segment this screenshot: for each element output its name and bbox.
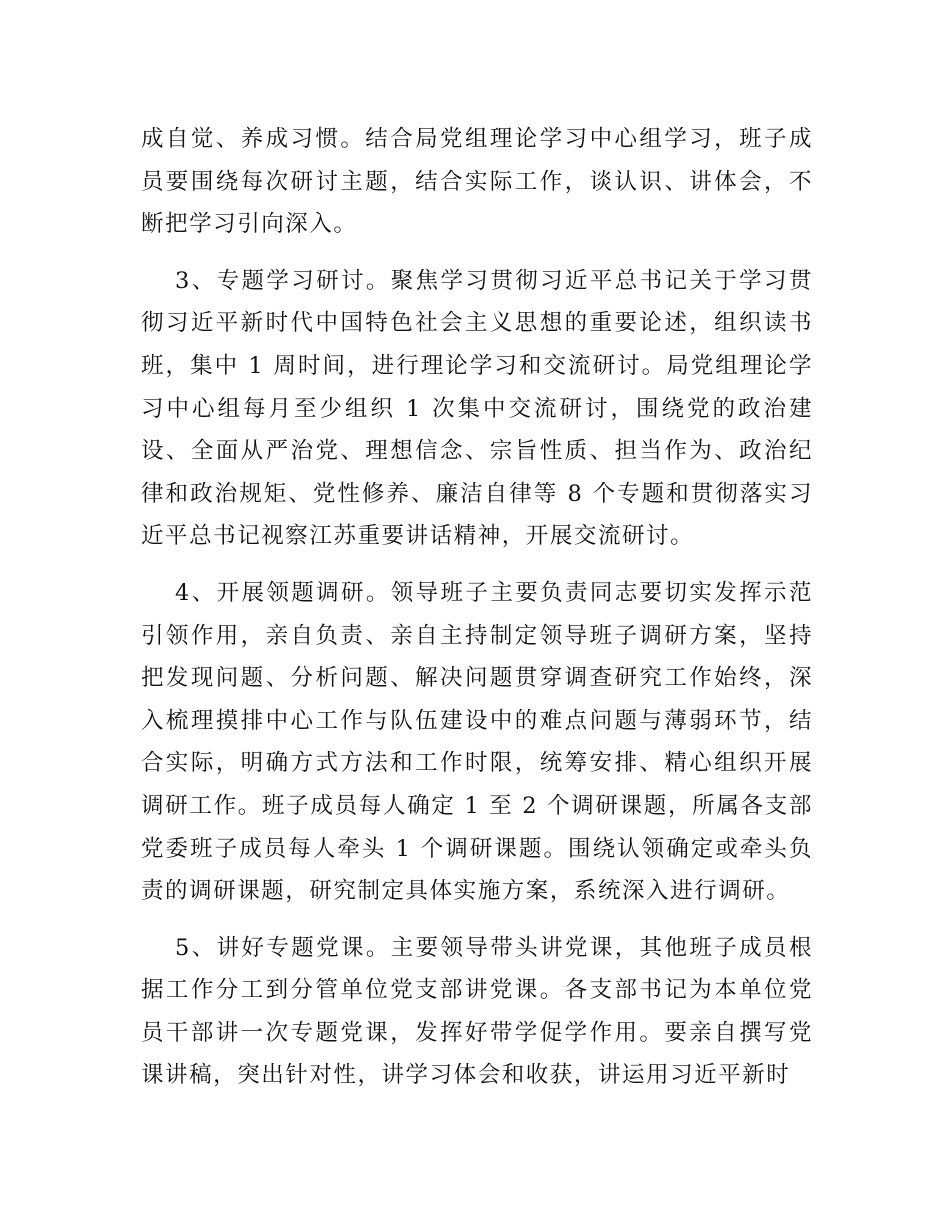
paragraph-item-5-party-lecture: 5、讲好专题党课。主要领导带头讲党课，其他班子成员根据工作分工到分管单位党支部讲党课。各支部书记为本单位党员干部讲一次专题党课，发挥好带学促学作用。要亲自撰写党课讲稿，突出针对性，讲学习体会和收获，讲运用习近平新时 xyxy=(141,934,813,1089)
document-body xyxy=(141,118,813,1097)
paragraph-continuation: 成自觉、养成习惯。结合局党组理论学习中心组学习，班子成员要围绕每次研讨主题，结合实际工作，谈认识、讲体会，不断把学习引向深入。 xyxy=(141,126,813,238)
paragraph-item-4-research: 4、开展领题调研。领导班子主要负责同志要切实发挥示范引领作用，亲自负责、亲自主持制定领导班子调研方案，坚持把发现问题、分析问题、解决问题贯穿调查研究工作始终，深入梳理摸排中心工作与队伍建设中的难点问题与薄弱环节，结合实际，明确方式方法和工作时限，统筹安排、精心组织开展调研工作。班子成员每人确定 1 至 2 个调研课题，所属各支部党委班子成员每人牵头 1 个调研课题。围绕认领确定或牵头负责的调研课题，研究制定具体实施方案，系统深入进行调研。 xyxy=(141,579,813,905)
paragraph-item-3-study-seminar: 3、专题学习研讨。聚焦学习贯彻习近平总书记关于学习贯彻习近平新时代中国特色社会主义思想的重要论述，组织读书班，集中 1 周时间，进行理论学习和交流研讨。局党组理论学习中心组每月至少组织 1 次集中交流研讨，围绕党的政治建设、全面从严治党、理想信念、宗旨性质、担当作为、政治纪律和政治规矩、党性修养、廉洁自律等 8 个专题和贯彻落实习近平总书记视察江苏重要讲话精神，开展交流研讨。 xyxy=(141,267,813,550)
